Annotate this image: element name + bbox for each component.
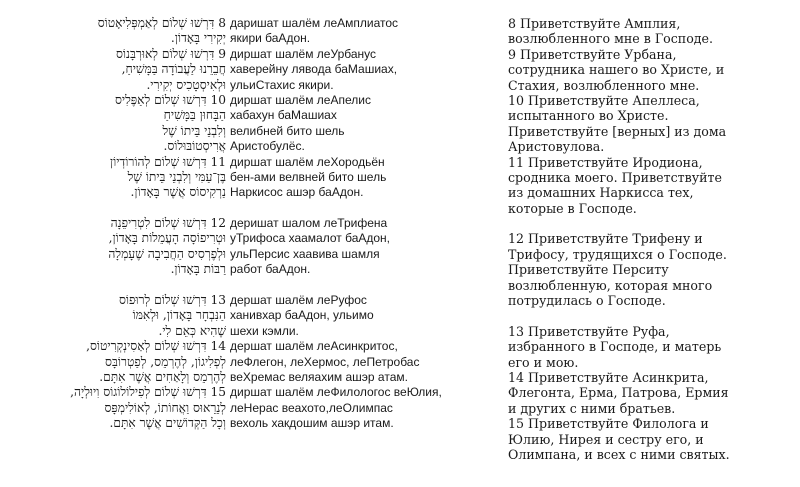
hebrew-line: שֶׁהִיא כְּאֵם לִי. [158,323,226,338]
hebrew-line: וְכָל הַקְּדוֹשִׁים אֲשֶׁר אִתָּם. [109,416,226,431]
russian-line: 9 Приветствуйте Урбана, [508,46,677,62]
transliteration-line: шехи кэмли. [230,323,299,338]
transliteration-line: велибней бито шель [230,123,345,138]
transliteration-line: хабахун баМашиах [230,108,337,123]
hebrew-line: לְפְלִיגוֹן, לְהֶרְמֵס, לְפַטְרוֹבָּס [105,354,226,369]
russian-line: Флегонта, Ерма, Патрова, Ермия [508,385,729,401]
transliteration-line: диршат шалём леАпелис [230,92,371,107]
hebrew-line: בֶּן־עַמִּי וְלִבְנֵי בֵּיתוֹ שֶׁל [127,169,226,184]
transliteration-line: дершат шалём леРуфос [230,293,367,308]
transliteration-line: бен-ами велвней бито шель [230,169,387,184]
russian-line: Приветствуйте [верных] из дома [508,123,727,139]
hebrew-line: לְהֶרְמֵס וְלָאַחִים אֲשֶׁר אִתָּם. [99,369,226,384]
russian-line: возлюбленную, которая много [508,277,713,293]
transliteration-line: леФлегон, леХермос, леПетробас [230,354,420,369]
transliteration-line: ханивхар баАдон, ульимо [230,308,374,323]
hebrew-line: נַרְקִיסוֹס אֲשֶׁר בָּאָדוֹן. [130,185,226,200]
russian-line: 10 Приветствуйте Апеллеса, [508,92,700,108]
hebrew-line: 13 דִּרְשׁוּ שְׁלוֹם לְרוּפוֹס [118,293,226,308]
russian-verse [508,47,796,93]
hebrew-line: חֲבֵרֵנוּ לַעֲבוֹדָה בַּמָּשִׁיחַ, [121,62,226,77]
russian-verse [508,231,796,308]
hebrew-line: וּלְאִיסְטָכִיס יְקִירִי. [146,77,226,92]
russian-line: из домашних Наркисса тех, [508,185,694,201]
hebrew-line: רַבּוֹת בָּאָדוֹן. [170,262,226,277]
hebrew-line: וּטְרִיפוֹסָה הָעֲמֵלוֹת בָּאָדוֹן, [108,231,226,246]
russian-line: возлюбленного мне в Господе. [508,31,713,47]
hebrew-line: 8 דִּרְשׁוּ שְׁלוֹם לְאַמְפְּלִיאָטוֹס [97,16,226,30]
russian-line: сотрудника нашего во Христе, и [508,62,725,78]
russian-column [508,16,796,462]
hebrew-line: הַבָּחוּן בַּמָּשִׁיחַ [163,108,226,123]
russian-line: 12 Приветствуйте Трифену и [508,231,703,247]
transliteration-line: вехоль хакдошим ашэр итам. [230,416,394,431]
russian-verse [508,155,796,217]
transliteration-line [230,278,492,293]
russian-line: Приветствуйте Перситу [508,262,669,278]
russian-line: потрудилась о Господе. [508,293,666,309]
hebrew-line: וּלְפֶרְסִיס הַחֲבִיבָה שֶׁעָמְלָה [108,246,226,261]
transliteration-line: ульиСтахис якири. [230,77,334,92]
hebrew-line: אֲרִיסְטוֹבּוּלוֹס. [163,139,226,154]
russian-line: Юлию, Нирея и сестру его, и [508,431,704,447]
russian-line: 11 Приветствуйте Иродиона, [508,154,703,170]
russian-line: которые в Господе. [508,200,637,216]
russian-line: его и мою. [508,354,579,370]
transliteration-line: Аристобулёс. [230,139,305,154]
transliteration-line: диршат шалём леУрбанус [230,46,377,61]
russian-line: Олимпана, и всех с ними святых. [508,446,730,462]
russian-line: испытанного во Христе. [508,108,669,124]
russian-line: Аристовулова. [508,139,605,155]
hebrew-line: 10 דִּרְשׁוּ שְׁלוֹם לְאַפֶּלִיס [114,92,226,107]
russian-line: избранного в Господе, и матерь [508,339,722,355]
hebrew-line [80,278,226,293]
russian-line: 8 Приветствуйте Амплия, [508,16,681,31]
transliteration-line: дершат шалём леАсинкритос, [230,339,398,354]
hebrew-line: לְנֵרֵאוּס וַאֲחוֹתוֹ, לְאוֹלִימְפָּס [104,400,226,415]
russian-line: Трифосу, трудящихся о Господе. [508,246,727,262]
transliteration-line: деришат шалом леТрифена [230,216,388,231]
hebrew-line: הַנִּבְחָר בָּאָדוֹן, וּלְאִמּוֹ [132,308,226,323]
transliteration-line: хаверейну лявода баМашиах, [230,62,398,77]
transliteration-line: Наркисос ашэр баАдон. [230,185,364,200]
russian-line: сродника моего. Приветствуйте [508,169,722,185]
transliteration-line: леНерас веахото,леОлимпас [230,400,393,415]
hebrew-line: יְקִירִי בָּאָדוֹן. [170,31,226,46]
russian-line: 13 Приветствуйте Руфа, [508,323,670,339]
transliteration-line: якири баАдон. [230,31,311,46]
transliteration-line: работ баАдон. [230,262,311,277]
russian-verse [508,93,796,155]
hebrew-line: 11 דִּרְשׁוּ שְׁלוֹם לְהוֹרוֹדְיוֹן [109,154,226,169]
russian-line: и других с ними братьев. [508,400,676,416]
russian-line: 14 Приветствуйте Асинкрита, [508,369,709,385]
transliteration-line [230,201,492,216]
transliteration-line: веХремас веляахим ашэр атам. [230,369,408,384]
hebrew-line: וְלִבְנֵי בֵּיתוֹ שֶׁל [162,123,226,138]
hebrew-line: 9 דִּרְשׁוּ שְׁלוֹם לְאוּרְבָּנוֹס [115,46,226,61]
hebrew-line: 12 דִּרְשׁוּ שְׁלוֹם לִטְרִיפֵנָה [110,216,226,231]
transliteration-line: диршат шалём леХородьён [230,154,385,169]
russian-line: 15 Приветствуйте Филолога и [508,416,709,432]
russian-verse [508,16,796,47]
transliteration-line: ульПерсис хаавива шамля [230,246,380,261]
russian-line: Стахия, возлюбленного мне. [508,77,700,93]
hebrew-line [80,201,226,216]
hebrew-line: 15 דִּרְשׁוּ שְׁלוֹם לְפִילוֹלוֹגוֹס וִיוּלְיָה, [70,385,226,400]
russian-verse [508,370,796,416]
hebrew-column [70,16,226,432]
transliteration-line: уТрифоса хаамалот баАдон, [230,231,391,246]
hebrew-line: 14 דִּרְשׁוּ שְׁלוֹם לְאַסִינְקְרִיטוֹס, [86,339,226,354]
transliteration-column [230,16,492,432]
transliteration-line: дaришат шалём леАмплиатос [230,16,399,30]
transliteration-line: диршат шалём леФилологос веЮлия, [230,385,442,400]
russian-verse [508,416,796,462]
russian-verse [508,324,796,370]
